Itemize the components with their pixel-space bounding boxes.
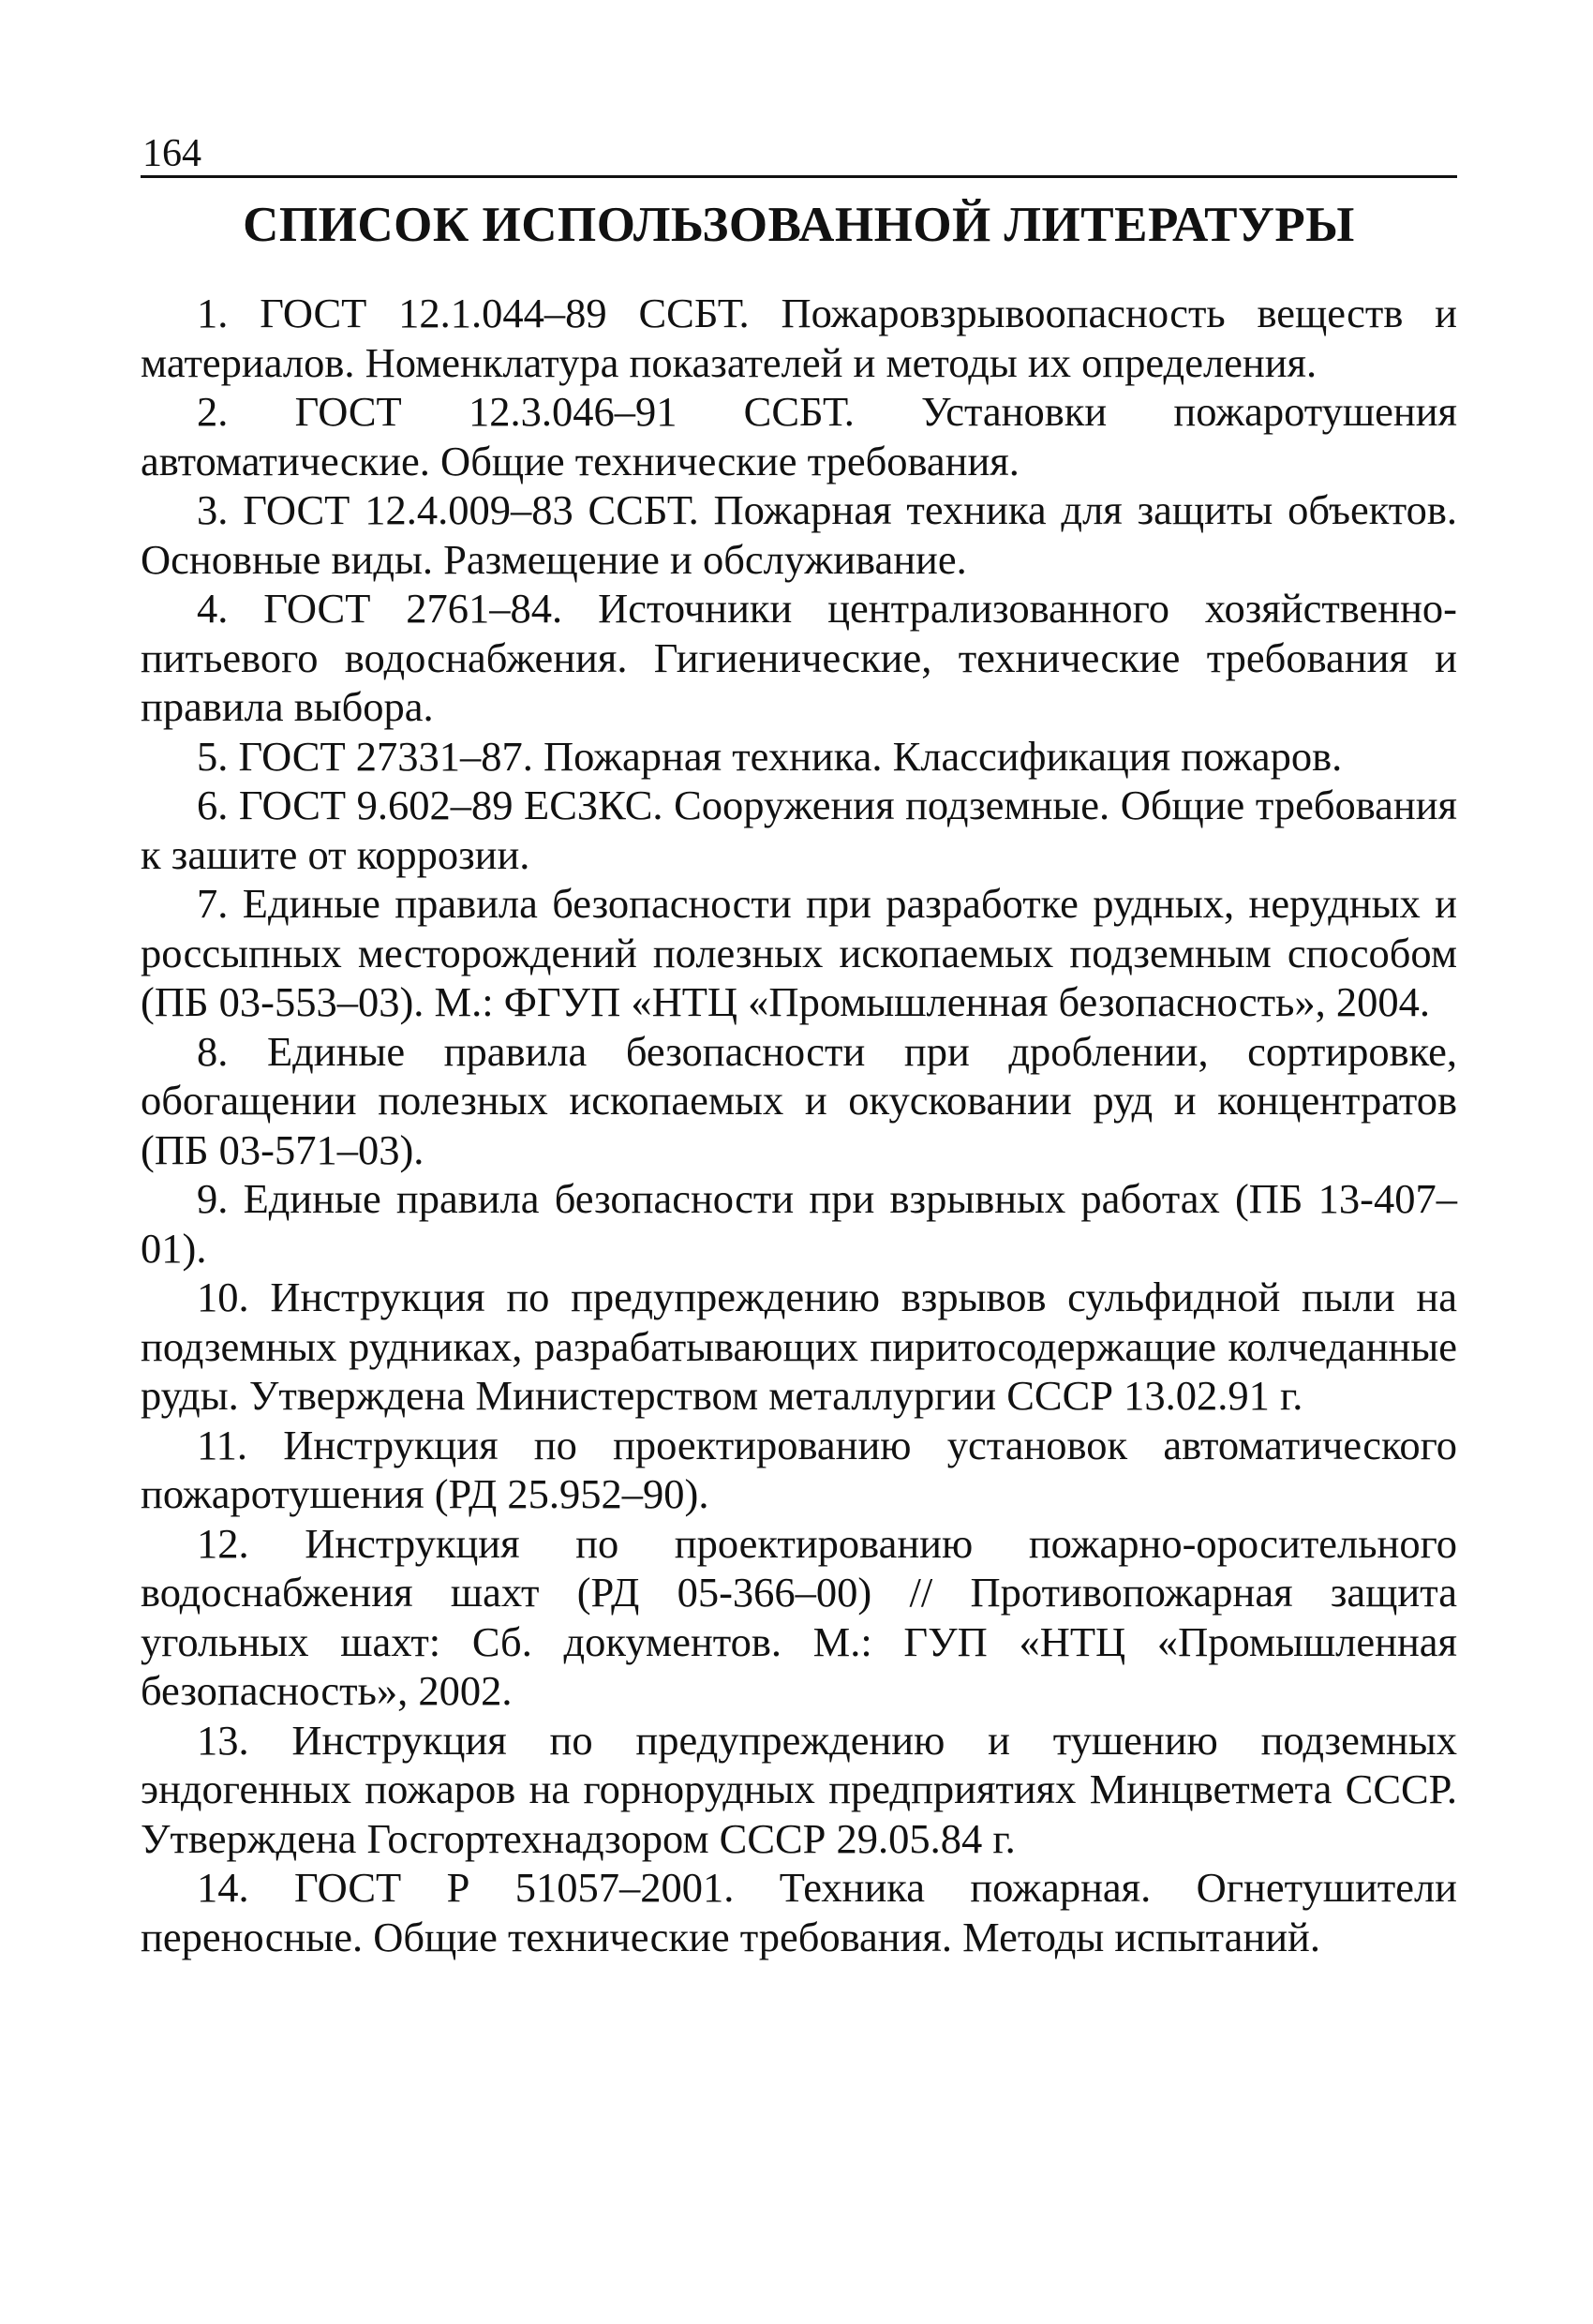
- reference-item: 10. Инструкция по предупреждению взрывов сульфидной пыли на подземных рудниках, разрабатывающих пиритосодержащие колчеданные руды. Утверждена Министерством металлургии СССР 13.02.91 г.: [141, 1274, 1457, 1419]
- page-title: СПИСОК ИСПОЛЬЗОВАННОЙ ЛИТЕРАТУРЫ: [243, 198, 1355, 252]
- reference-item: 5. ГОСТ 27331–87. Пожарная техника. Классификация пожаров.: [197, 732, 1343, 780]
- reference-item: 9. Единые правила безопасности при взрывных работах (ПБ 13-407–01).: [141, 1175, 1457, 1272]
- page-header: [141, 127, 1457, 178]
- reference-item: 8. Единые правила безопасности при дроблении, сортировке, обогащении полезных ископаемых и окусковании руд и концентратов (ПБ 03-571–03).: [141, 1027, 1457, 1173]
- reference-item: 11. Инструкция по проектированию установок автоматического пожаротушения (РД 25.952–90).: [141, 1421, 1457, 1517]
- reference-item: 14. ГОСТ Р 51057–2001. Техника пожарная. Огнетушители переносные. Общие технические требования. Методы испытаний.: [141, 1864, 1457, 1960]
- reference-item: 1. ГОСТ 12.1.044–89 ССБТ. Пожаровзрывоопасность веществ и материалов. Номенклатура показателей и методы их определения.: [141, 290, 1457, 386]
- reference-item: 4. ГОСТ 2761–84. Источники централизованного хозяйственно-питьевого водоснабжения. Гигиенические, технические требования и правила выбора.: [141, 585, 1457, 730]
- reference-item: 13. Инструкция по предупреждению и тушению подземных эндогенных пожаров на горнорудных предприятиях Минцветмета СССР. Утверждена Госгортехнадзором СССР 29.05.84 г.: [141, 1716, 1457, 1862]
- page-number: 164: [142, 132, 201, 175]
- reference-item: 2. ГОСТ 12.3.046–91 ССБТ. Установки пожаротушения автоматические. Общие технические требования.: [141, 388, 1457, 484]
- reference-item: 6. ГОСТ 9.602–89 ЕСЗКС. Сооружения подземные. Общие требования к зашите от коррозии.: [141, 782, 1457, 878]
- reference-item: 3. ГОСТ 12.4.009–83 ССБТ. Пожарная техника для защиты объектов. Основные виды. Размещение и обслуживание.: [141, 486, 1457, 583]
- reference-item: 12. Инструкция по проектированию пожарно-оросительного водоснабжения шахт (РД 05-366–00) // Противопожарная защита угольных шахт: Сб. документов. М.: ГУП «НТЦ «Промышленная безопасность», 2002.: [141, 1519, 1457, 1714]
- reference-item: 7. Единые правила безопасности при разработке рудных, нерудных и россыпных месторождений полезных ископаемых подземным способом (ПБ 03-553–03). М.: ФГУП «НТЦ «Промышленная безопасность», 2004.: [141, 880, 1457, 1025]
- reference-list: [141, 289, 1457, 1961]
